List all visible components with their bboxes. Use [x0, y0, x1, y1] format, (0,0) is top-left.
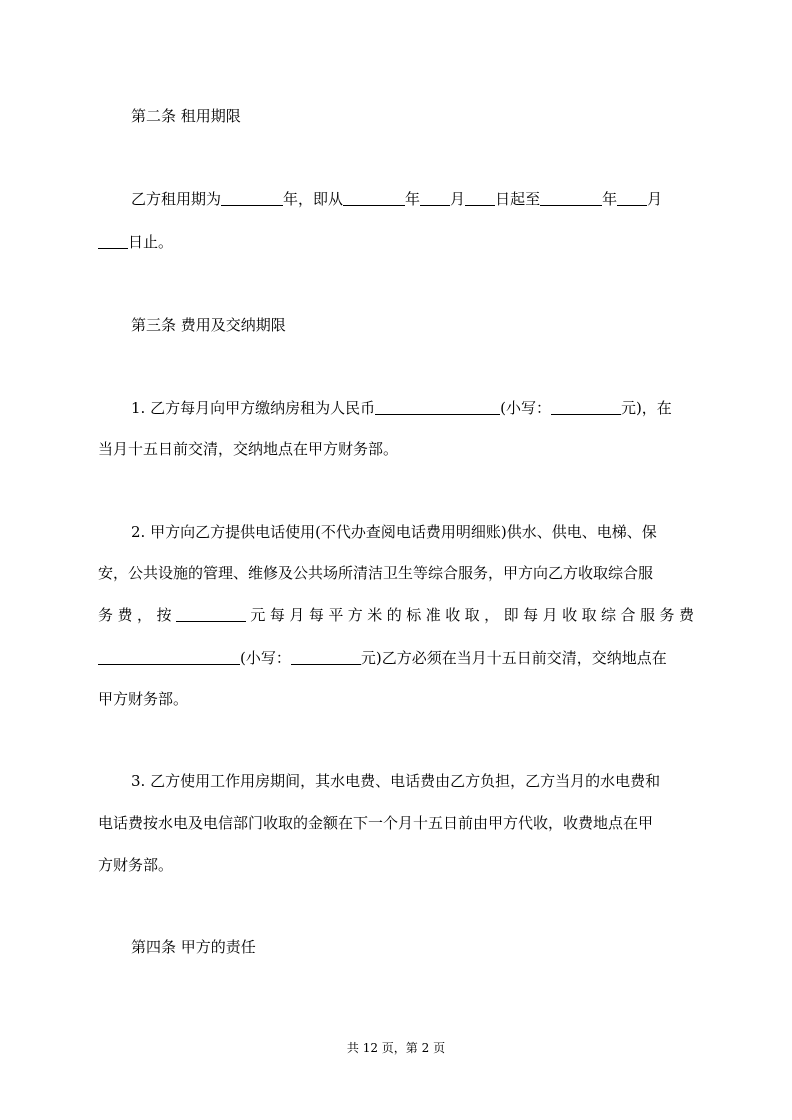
text: 元)乙方必须在当月十五日前交清，交纳地点在 [360, 649, 667, 667]
article-4-heading: 第四条 甲方的责任 [131, 938, 256, 956]
blank-end-year[interactable] [540, 190, 602, 206]
blank-service-fee-words[interactable] [98, 649, 240, 665]
blank-term-years[interactable] [221, 190, 283, 206]
article-3-item-3-line-3: 方财务部。 [98, 856, 174, 874]
blank-service-fee-rate[interactable] [176, 606, 246, 622]
text: 月 [647, 190, 663, 208]
blank-start-month[interactable] [420, 190, 450, 206]
article-3-item-2-line-3 [98, 605, 694, 625]
article-3-heading: 第三条 费用及交纳期限 [131, 316, 286, 334]
text: (小写： [500, 399, 551, 417]
article-2-heading: 第二条 租用期限 [131, 107, 241, 125]
text: 乙方租用期为 [131, 190, 222, 208]
article-2-term-line [131, 189, 694, 209]
article-3-item-1-line-1 [131, 398, 694, 418]
page-number-footer: 共 12 页，第 2 页 [346, 1041, 446, 1055]
text: 年 [602, 190, 618, 208]
text: 年，即从 [283, 190, 344, 208]
blank-rent-amount-figures[interactable] [551, 399, 621, 415]
text: 月 [450, 190, 466, 208]
text: 日止。 [128, 233, 174, 251]
article-3-item-3-line-1: 3. 乙方使用工作用房期间，其水电费、电话费由乙方负担，乙方当月的水电费和 [131, 772, 661, 790]
text: 元)，在 [620, 399, 672, 417]
text: 日起至 [495, 190, 541, 208]
text: 务费，按 [98, 606, 176, 624]
blank-start-year[interactable] [343, 190, 405, 206]
text: 1. 乙方每月向甲方缴纳房租为人民币 [131, 399, 376, 417]
article-3-item-1-line-2: 当月十五日前交清，交纳地点在甲方财务部。 [98, 440, 399, 458]
article-3-item-2-line-1: 2. 甲方向乙方提供电话使用(不代办查阅电话费用明细账)供水、供电、电梯、保 [131, 523, 657, 541]
blank-end-month[interactable] [617, 190, 647, 206]
blank-end-day[interactable] [98, 233, 128, 249]
blank-service-fee-figures[interactable] [291, 649, 361, 665]
blank-rent-amount-words[interactable] [375, 399, 500, 415]
text: 元每月每平方米的标准收取，即每月收取综合服务费 [245, 606, 694, 624]
text: 年 [405, 190, 421, 208]
article-3-item-2-line-2: 安，公共设施的管理、维修及公共场所清洁卫生等综合服务，甲方向乙方收取综合服 [98, 564, 654, 582]
article-2-term-line-2 [98, 232, 694, 252]
article-3-item-2-line-4 [98, 648, 694, 668]
article-3-item-2-line-5: 甲方财务部。 [98, 690, 189, 708]
text: (小写： [240, 649, 291, 667]
blank-start-day[interactable] [465, 190, 495, 206]
article-3-item-3-line-2: 电话费按水电及电信部门收取的金额在下一个月十五日前由甲方代收，收费地点在甲 [98, 814, 654, 832]
